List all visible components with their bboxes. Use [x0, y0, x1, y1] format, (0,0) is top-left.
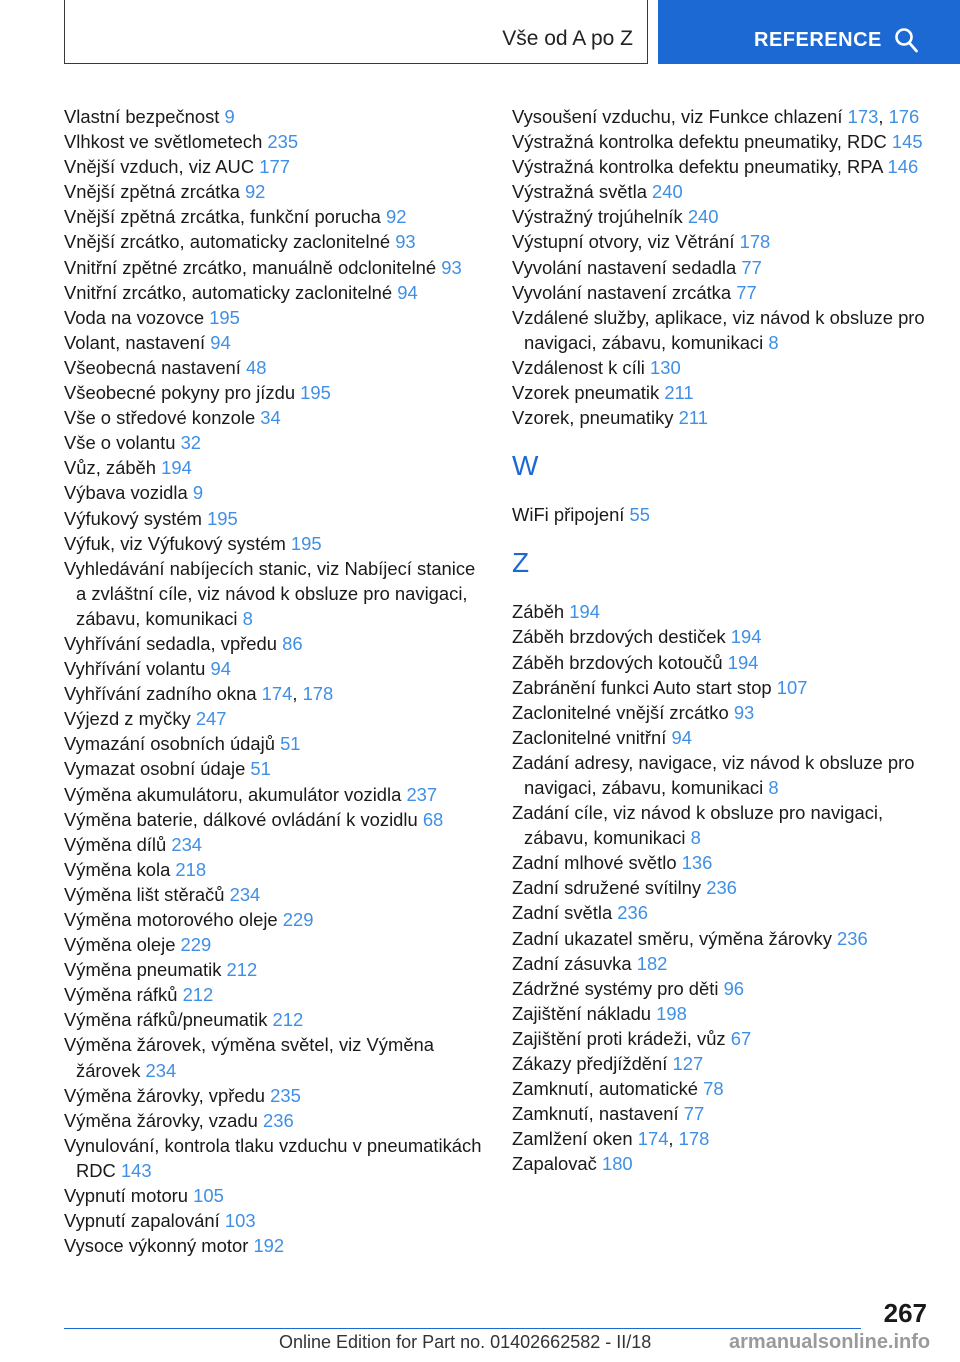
index-entry-term: Výfukový systém	[64, 507, 208, 529]
index-entry-term: WiFi připojení	[512, 504, 630, 526]
index-entry	[512, 675, 927, 700]
index-entry	[512, 380, 927, 405]
index-entry-term: Vzdálenost k cíli	[512, 356, 650, 378]
index-entry-term: Vše o středové konzole	[64, 407, 261, 429]
index-entry-term: Zádržné systémy pro děti	[512, 977, 724, 999]
index-entry	[512, 951, 927, 976]
index-entry	[64, 154, 484, 179]
index-entry-term: Výfuk, viz Výfukový systém	[64, 532, 291, 554]
index-entry	[64, 756, 484, 781]
reference-label: REFERENCE	[754, 29, 882, 51]
page-reference-link[interactable]: 55	[629, 504, 650, 526]
index-entry-term: Výměna žárovky, vpředu	[64, 1084, 271, 1106]
page-reference-link[interactable]: 234	[145, 1059, 177, 1081]
index-entry-term: Výstražný trojúhelník	[512, 206, 688, 228]
edition-text: Online Edition for Part no. 01402662582 - II/18	[279, 1332, 652, 1352]
index-entry	[512, 280, 927, 305]
page-reference-link[interactable]: 94	[210, 658, 231, 680]
index-entry-term: Voda na vozovce	[64, 306, 210, 328]
index-entry-term: Vymazat osobní údaje	[64, 758, 251, 780]
page-reference-link[interactable]: 195	[290, 532, 322, 554]
index-entry-term: Vůz, záběh	[64, 457, 162, 479]
index-entry	[64, 430, 484, 455]
index-entry-term: Výbava vozidla	[64, 482, 193, 504]
index-entry-term: Vyhřívání zadního okna	[64, 683, 262, 705]
index-entry-term: Všeobecné pokyny pro jízdu	[64, 382, 301, 404]
page-reference-link[interactable]: 194	[569, 601, 600, 623]
index-entry-term: Záběh	[512, 601, 570, 623]
index-entry-term: Výstražná kontrolka defektu pneumatiky, RPA	[512, 156, 888, 178]
page-reference-link[interactable]: 130	[650, 356, 681, 378]
section-letter: Z	[512, 547, 530, 579]
index-entry-term: Zamknutí, nastavení	[512, 1103, 684, 1125]
page-reference-link[interactable]: 48	[246, 356, 267, 378]
index-entry	[64, 1108, 484, 1133]
index-entry	[512, 624, 927, 649]
index-entry-term: Vzorek pneumatik	[512, 382, 665, 404]
index-entry-term: Výměna oleje	[64, 934, 181, 956]
page-reference-link[interactable]: 240	[652, 181, 683, 203]
index-entry-term: Výměna lišt stěračů	[64, 883, 230, 905]
index-entry-term: Vnitřní zrcátko, automaticky zaclonitelné	[64, 281, 398, 303]
index-entry	[512, 154, 927, 179]
page-reference-link[interactable]: 173	[847, 106, 879, 127]
section-title: Vše od A po Z	[502, 27, 633, 50]
search-icon[interactable]	[894, 27, 918, 53]
index-entry	[512, 926, 927, 951]
index-entry	[64, 405, 484, 430]
index-entry-term: Zamlžení oken	[512, 1128, 638, 1150]
index-entry-term: Vyvolání nastavení sedadla	[512, 256, 742, 278]
index-entry-term: Zaclonitelné vnitřní	[512, 726, 672, 748]
index-entry	[64, 807, 484, 832]
page-reference-link[interactable]: 8	[768, 776, 779, 798]
page-reference-link[interactable]: 146	[887, 156, 919, 178]
page-reference-link[interactable]: 211	[678, 407, 708, 429]
page-reference-link[interactable]: 145	[891, 131, 923, 153]
index-entry	[64, 531, 484, 556]
index-entry	[512, 229, 927, 254]
index-entry-term: Zadní světla	[512, 902, 618, 924]
index-entry-term: Výměna pneumatik	[64, 959, 227, 981]
index-entry	[64, 305, 484, 330]
page-reference-link[interactable]: 94	[210, 331, 231, 353]
index-entry	[64, 656, 484, 681]
page-reference-link[interactable]: 240	[687, 206, 719, 228]
reference-tab[interactable]	[658, 0, 960, 64]
page-reference-link[interactable]: 236	[837, 927, 868, 949]
page-reference-link[interactable]: 212	[226, 959, 258, 981]
index-entry-term: Vzdálené služby, aplikace, viz návod k obsluze pro navigaci, zábavu, komunikaci	[512, 306, 925, 353]
page-reference-link[interactable]: 67	[730, 1027, 752, 1049]
index-entry-term: Vlhkost ve světlometech	[64, 131, 268, 153]
index-entry	[64, 556, 484, 631]
index-entry	[64, 882, 484, 907]
index-entry-term: Zadání adresy, navigace, viz návod k obsluze pro navigaci, zábavu, komunikaci	[512, 751, 915, 798]
index-entry-term: Vše o volantu	[64, 432, 181, 454]
page-reference-link[interactable]: 178	[678, 1128, 710, 1150]
index-entry	[512, 1076, 927, 1101]
page-reference-link[interactable]: 92	[244, 181, 266, 203]
index-entry	[64, 330, 484, 355]
page-reference-link[interactable]: 86	[282, 632, 303, 654]
page-reference-link[interactable]: 235	[267, 131, 299, 153]
index-entry	[64, 1183, 484, 1208]
index-entry-term: Výstupní otvory, viz Větrání	[512, 231, 740, 253]
page-reference-link[interactable]: 92	[386, 206, 407, 228]
page-reference-link[interactable]: 236	[706, 877, 737, 899]
page-reference-link[interactable]: 103	[224, 1210, 256, 1232]
page-reference-link[interactable]: 192	[253, 1235, 285, 1257]
index-entry	[64, 706, 484, 731]
page-reference-link[interactable]: 212	[272, 1009, 304, 1031]
section-letter: W	[512, 450, 539, 482]
index-entry-term: Zamknutí, automatické	[512, 1078, 704, 1100]
page-reference-link[interactable]: 107	[776, 676, 808, 698]
page-reference-link[interactable]: 211	[664, 382, 694, 404]
page-reference-link[interactable]: 195	[207, 507, 238, 529]
index-entry-term: Zadání cíle, viz návod k obsluze pro navigaci, zábavu, komunikaci	[512, 802, 884, 849]
index-entry	[64, 355, 484, 380]
index-entry-term: Výměna žárovek, výměna světel, viz Výměna žárovek	[64, 1034, 435, 1081]
page-reference-link[interactable]: 180	[601, 1153, 633, 1175]
index-entry-term: Vzorek, pneumatiky	[512, 407, 679, 429]
index-entry	[512, 129, 927, 154]
index-entry	[64, 1133, 484, 1183]
page-reference-link[interactable]: 34	[260, 407, 281, 429]
index-entry	[512, 502, 927, 527]
index-entry	[512, 1051, 927, 1076]
page-reference-link[interactable]: 9	[192, 482, 204, 504]
index-entry-term: Vnější zrcátko, automaticky zaclonitelné	[64, 231, 396, 253]
index-entry-term: Zajištění proti krádeži, vůz	[512, 1027, 731, 1049]
page-reference-link[interactable]: 229	[282, 909, 314, 930]
page-reference-link[interactable]: 93	[733, 701, 755, 723]
index-entry	[64, 179, 484, 204]
page-reference-link[interactable]: 51	[280, 733, 301, 755]
index-entry-term: Výměna baterie, dálkové ovládání k vozidlu	[64, 808, 423, 830]
index-entry	[512, 305, 927, 355]
index-entry	[512, 875, 927, 900]
index-entry	[64, 506, 484, 531]
index-entry-term: Zadní ukazatel směru, výměna žárovky	[512, 927, 838, 949]
index-entry	[512, 104, 927, 129]
index-entry	[64, 681, 484, 706]
page-reference-link[interactable]: 178	[302, 683, 334, 705]
index-entry-term: Vnitřní zpětné zrcátko, manuálně odclonitelné	[64, 256, 442, 278]
page-reference-link[interactable]: 194	[727, 651, 759, 673]
index-entry	[64, 857, 484, 882]
index-entry	[64, 1233, 484, 1258]
watermark-text: armanualsonline.info	[729, 1331, 931, 1353]
index-entry-term: Vysoušení vzduchu, viz Funkce chlazení	[512, 106, 848, 127]
index-entry-term: Zákazy předjíždění	[512, 1053, 673, 1074]
page-reference-link[interactable]: 178	[739, 231, 771, 253]
page-reference-link[interactable]: 105	[193, 1185, 224, 1207]
index-entry-term: Zadní sdružené svítilny	[512, 877, 707, 899]
page-reference-link[interactable]: 236	[617, 902, 648, 924]
index-entry-term: Vysoce výkonný motor	[64, 1235, 254, 1257]
page-number: 267	[883, 1298, 927, 1328]
index-entry	[512, 700, 927, 725]
page-reference-link[interactable]: 77	[736, 281, 757, 303]
page-reference-link[interactable]: 77	[741, 256, 762, 278]
page-reference-link[interactable]: 194	[161, 457, 192, 479]
index-entry-term: Vlastní bezpečnost	[64, 106, 225, 127]
index-entry	[64, 731, 484, 756]
index-entry-term: Zadní mlhové světlo	[512, 852, 682, 874]
page-reference-link[interactable]: 235	[270, 1084, 301, 1106]
index-entry	[64, 255, 484, 280]
page-reference-link[interactable]: 198	[656, 1002, 687, 1024]
index-entry-term: Vnější zpětná zrcátka, funkční porucha	[64, 206, 387, 228]
index-entry	[512, 900, 927, 925]
page-reference-link[interactable]: 127	[672, 1053, 704, 1074]
index-entry-term: Vyhřívání volantu	[64, 658, 211, 680]
index-entry	[512, 850, 927, 875]
page-reference-link[interactable]: 136	[681, 852, 713, 874]
page-reference-link[interactable]: 93	[441, 256, 462, 278]
page-reference-link[interactable]: 78	[703, 1078, 724, 1100]
index-entry	[512, 355, 927, 380]
ref-separator: ,	[668, 1128, 679, 1150]
index-entry	[64, 380, 484, 405]
index-entry-term: Vyhledávání nabíjecích stanic, viz Nabíjecí stanice a zvláštní cíle, viz návod k obsluze pro navigaci, zábavu, komunikaci	[64, 557, 476, 629]
index-entry	[512, 599, 927, 624]
index-entry-term: Zajištění nákladu	[512, 1002, 657, 1024]
page-reference-link[interactable]: 93	[395, 231, 416, 253]
page-reference-link[interactable]: 177	[259, 156, 290, 178]
index-entry	[512, 1151, 927, 1176]
index-entry	[512, 405, 927, 430]
index-entry	[64, 1007, 484, 1032]
index-entry-term: Zadní zásuvka	[512, 952, 637, 974]
index-entry	[512, 1026, 927, 1051]
index-entry	[512, 750, 927, 800]
page-reference-link[interactable]: 32	[180, 432, 202, 454]
index-entry	[64, 455, 484, 480]
page-reference-link[interactable]: 247	[195, 708, 227, 730]
index-entry-term: Vnější zpětná zrcátka	[64, 181, 245, 203]
index-entry-term: Vyhřívání sedadla, vpředu	[64, 632, 283, 654]
index-entry-term: Výměna motorového oleje	[64, 909, 283, 930]
page-reference-link[interactable]: 8	[690, 827, 701, 849]
page-reference-link[interactable]: 51	[250, 758, 271, 780]
index-entry	[64, 1032, 484, 1082]
page-reference-link[interactable]: 195	[300, 382, 331, 404]
index-entry	[64, 782, 484, 807]
index-entry-term: Výměna akumulátoru, akumulátor vozidla	[64, 783, 407, 805]
index-entry-term: Volant, nastavení	[64, 331, 211, 353]
index-entry-term: Výstražná světla	[512, 181, 653, 203]
index-entry	[64, 631, 484, 656]
page-reference-link[interactable]: 174	[261, 683, 293, 705]
page-reference-link[interactable]: 68	[422, 808, 444, 830]
index-entry	[512, 725, 927, 750]
index-entry	[512, 1001, 927, 1026]
page-reference-link[interactable]: 212	[182, 984, 214, 1006]
index-entry-term: Vymazání osobních údajů	[64, 733, 281, 755]
index-entry	[64, 1208, 484, 1233]
footer-divider	[64, 1328, 861, 1329]
index-entry-term: Výměna dílů	[64, 833, 172, 855]
page-reference-link[interactable]: 174	[637, 1128, 669, 1150]
index-entry-term: Zapalovač	[512, 1153, 602, 1175]
page-reference-link[interactable]: 234	[229, 883, 261, 905]
page-reference-link[interactable]: 236	[262, 1109, 294, 1131]
index-entry-term: Vnější vzduch, viz AUC	[64, 156, 260, 178]
page-reference-link[interactable]: 218	[175, 858, 207, 880]
index-entry-term: Výměna ráfků	[64, 984, 183, 1006]
page-reference-link[interactable]: 195	[209, 306, 240, 328]
page-reference-link[interactable]: 237	[406, 783, 438, 805]
page-reference-link[interactable]: 194	[730, 626, 762, 648]
index-entry	[64, 129, 484, 154]
index-entry	[512, 1101, 927, 1126]
page-reference-link[interactable]: 182	[636, 952, 668, 974]
index-entry-term: Výjezd z myčky	[64, 708, 196, 730]
index-entry	[512, 650, 927, 675]
page-reference-link[interactable]: 8	[242, 607, 253, 629]
index-entry-term: Výstražná kontrolka defektu pneumatiky, RDC	[512, 131, 892, 153]
index-entry-term: Zabránění funkci Auto start stop	[512, 676, 777, 698]
index-entry	[64, 832, 484, 857]
ref-separator: ,	[292, 683, 303, 705]
index-entry	[64, 204, 484, 229]
page-reference-link[interactable]: 94	[397, 281, 418, 303]
index-entry-term: Výměna žárovky, vzadu	[64, 1109, 263, 1131]
page-reference-link[interactable]: 9	[224, 106, 235, 127]
header-section-box	[64, 0, 648, 64]
index-entry-term: Vyvolání nastavení zrcátka	[512, 281, 737, 303]
index-entry-term: Záběh brzdových kotoučů	[512, 651, 728, 673]
index-entry-term: Záběh brzdových destiček	[512, 626, 731, 648]
index-entry	[64, 480, 484, 505]
page-reference-link[interactable]: 229	[180, 934, 212, 956]
page-reference-link[interactable]: 176	[888, 106, 920, 127]
page-reference-link[interactable]: 234	[171, 833, 203, 855]
index-entry-term: Výměna kola	[64, 858, 176, 880]
index-entry-term: Vypnutí motoru	[64, 1185, 194, 1207]
index-entry	[64, 982, 484, 1007]
index-entry	[64, 957, 484, 982]
index-entry	[512, 255, 927, 280]
index-column-left	[64, 104, 484, 1258]
page-reference-link[interactable]: 94	[671, 726, 692, 748]
index-entry	[512, 976, 927, 1001]
index-entry	[64, 1083, 484, 1108]
index-entry	[512, 179, 927, 204]
index-entry	[64, 907, 484, 932]
index-entry	[64, 104, 484, 129]
page-reference-link[interactable]: 96	[723, 977, 745, 999]
index-entry	[64, 932, 484, 957]
index-entry	[512, 1126, 927, 1151]
index-column-right	[512, 104, 927, 1176]
index-entry-term: Vypnutí zapalování	[64, 1210, 225, 1232]
index-entry	[64, 280, 484, 305]
ref-separator: ,	[878, 106, 889, 127]
index-entry	[512, 800, 927, 850]
index-entry	[512, 204, 927, 229]
page-reference-link[interactable]: 77	[683, 1103, 705, 1125]
index-entry-term: Zaclonitelné vnější zrcátko	[512, 701, 734, 723]
page-reference-link[interactable]: 8	[768, 331, 779, 353]
page-reference-link[interactable]: 143	[120, 1159, 152, 1181]
index-entry-term: Vynulování, kontrola tlaku vzduchu v pneumatikách RDC	[64, 1134, 482, 1181]
index-entry-term: Výměna ráfků/pneumatik	[64, 1009, 273, 1031]
index-entry	[64, 229, 484, 254]
index-entry-term: Všeobecná nastavení	[64, 356, 246, 378]
